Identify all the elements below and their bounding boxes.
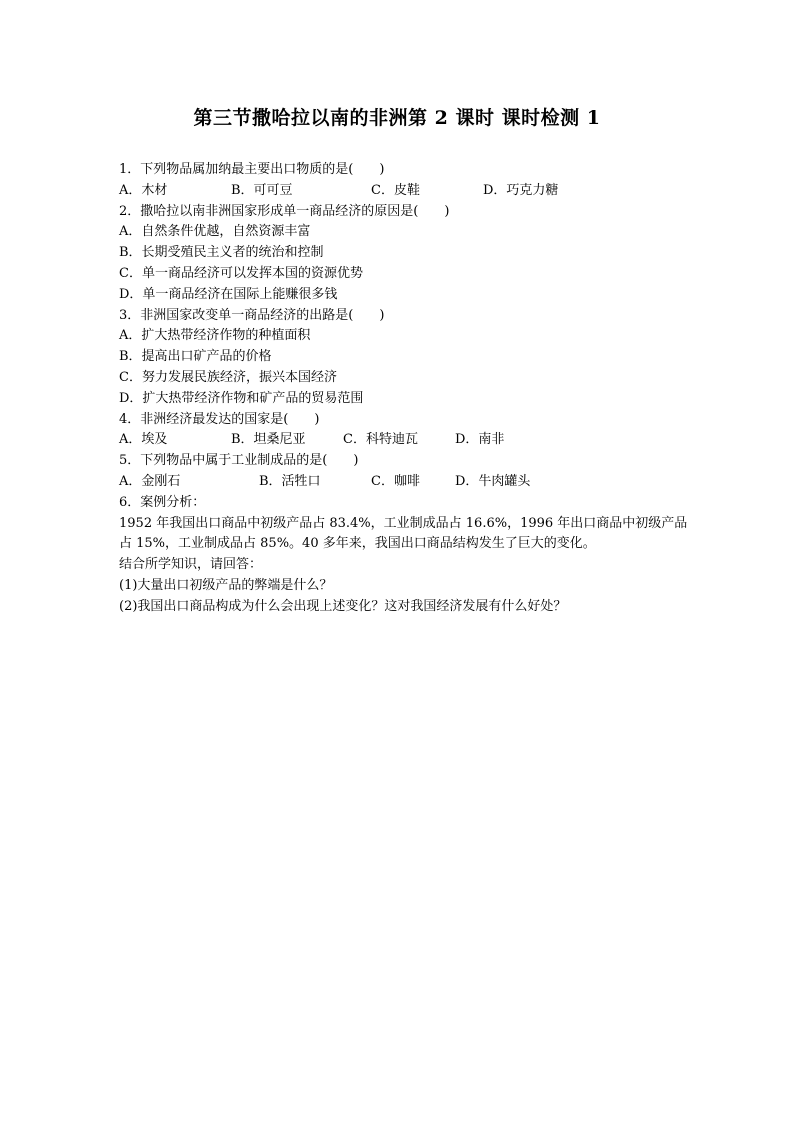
question-6-stem: 6．案例分析：: [119, 494, 206, 510]
question-5-option-d: D．牛肉罐头: [455, 473, 531, 489]
question-5-option-c: C．咖啡: [371, 473, 420, 489]
question-5-option-a: A．金刚石: [119, 473, 181, 489]
question-5-stem: 5．下列物品中属于工业制成品的是( ): [119, 453, 359, 469]
question-6-sub-question-1: (1)大量出口初级产品的弊端是什么？: [119, 577, 333, 593]
question-3-stem: 3．非洲国家改变单一商品经济的出路是( ): [119, 307, 385, 323]
question-4-options: [119, 430, 689, 451]
question-4-option-a: A．埃及: [119, 432, 168, 448]
question-1-option-a: A．木材: [119, 182, 168, 198]
question-2-option-c: C．单一商品经济可以发挥本国的资源优势: [119, 265, 363, 281]
question-3-option-c: C．努力发展民族经济，振兴本国经济: [119, 369, 337, 385]
question-1-option-c: C．皮鞋: [371, 182, 420, 198]
question-1-option-d: D．巧克力糖: [483, 182, 559, 198]
question-1-options: [119, 181, 689, 202]
document-title: 第三节撒哈拉以南的非洲第 2 课时 课时检测 1: [193, 107, 601, 129]
question-1-stem: 1．下列物品属加纳最主要出口物质的是( ): [119, 162, 385, 177]
question-list: [119, 160, 689, 618]
question-2-option-b: B．长期受殖民主义者的统治和控制: [119, 245, 324, 261]
question-2-option-d: D．单一商品经济在国际上能赚很多钱: [119, 286, 338, 302]
question-6-case-text: 1952 年我国出口商品中初级产品占 83.4%，工业制成品占 16.6%，1996 年出口商品中初级产品占 15%，工业制成品占 85%。40 多年来，我国出口商品结构发生了巨大的变化。: [119, 515, 688, 552]
question-6-sub-question-2: (2)我国出口商品构成为什么会出现上述变化？这对我国经济发展有什么好处？: [119, 598, 567, 614]
question-4-stem: 4．非洲经济最发达的国家是( ): [119, 411, 320, 427]
question-3-option-b: B．提高出口矿产品的价格: [119, 349, 272, 365]
question-5-options: [119, 472, 689, 493]
question-6-prompt: 结合所学知识，请回答：: [119, 557, 263, 573]
question-5-option-b: B．活牲口: [259, 473, 321, 489]
question-1-option-b: B．可可豆: [231, 182, 293, 198]
question-4-option-d: D．南非: [455, 432, 505, 448]
question-4-option-c: C．科特迪瓦: [343, 432, 418, 448]
question-3-option-a: A．扩大热带经济作物的种植面积: [119, 328, 311, 344]
question-2-stem: 2．撒哈拉以南非洲国家形成单一商品经济的原因是( ): [119, 203, 450, 219]
question-4-option-b: B．坦桑尼亚: [231, 432, 306, 448]
question-3-option-d: D．扩大热带经济作物和矿产品的贸易范围: [119, 390, 364, 406]
question-2-option-a: A．自然条件优越，自然资源丰富: [119, 224, 311, 240]
